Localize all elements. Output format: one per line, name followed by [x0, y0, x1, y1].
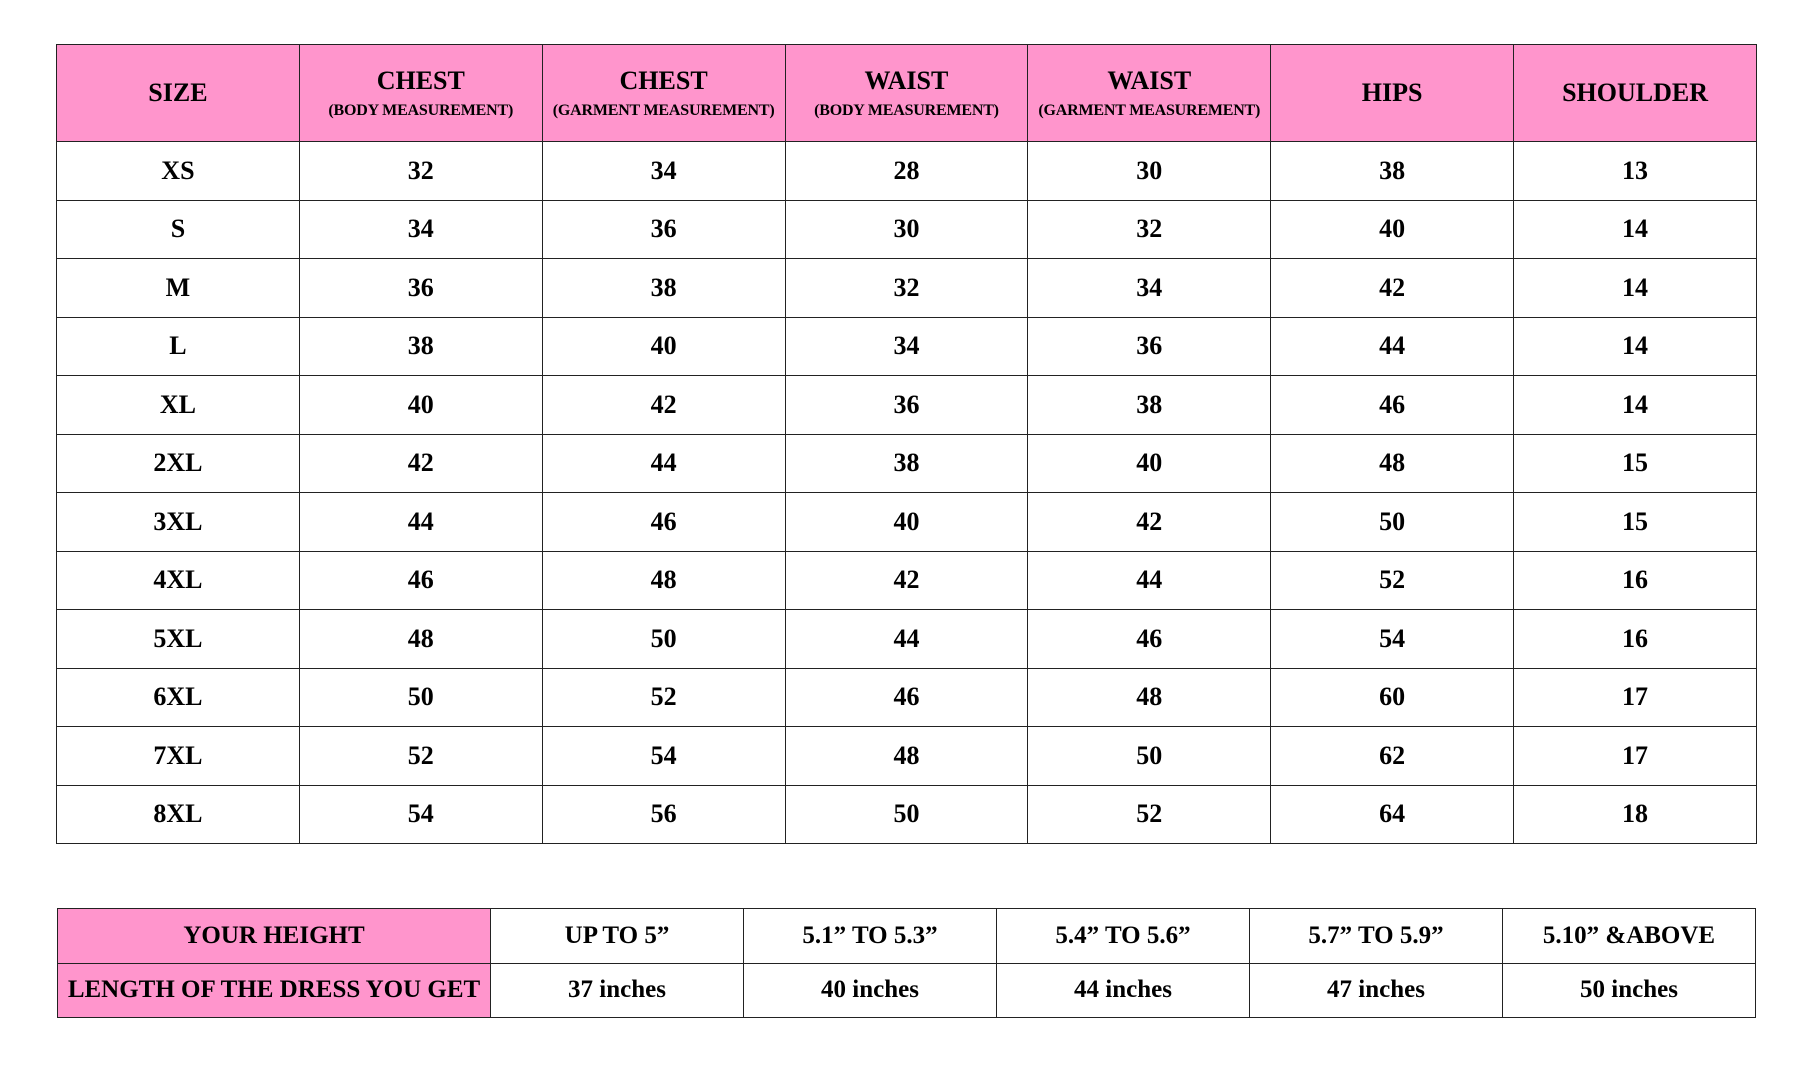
measurement-cell: 60	[1271, 668, 1514, 727]
dress-length-table	[57, 908, 1756, 1018]
measurement-cell: 54	[299, 785, 542, 844]
column-header	[1514, 45, 1757, 142]
measurement-cell: 44	[1271, 317, 1514, 376]
measurement-cell: 42	[785, 551, 1028, 610]
table-row	[57, 493, 1757, 552]
measurement-cell: 36	[542, 200, 785, 259]
measurement-cell: 50	[299, 668, 542, 727]
measurement-cell: 30	[785, 200, 1028, 259]
size-cell: XS	[57, 142, 300, 201]
measurement-cell: 16	[1514, 610, 1757, 669]
height-row	[58, 909, 1756, 964]
column-header-subtitle: (BODY MEASUREMENT)	[814, 101, 999, 119]
height-range-cell: UP TO 5”	[491, 909, 744, 964]
size-cell: 4XL	[57, 551, 300, 610]
measurement-cell: 32	[785, 259, 1028, 318]
table-row	[57, 259, 1757, 318]
measurement-cell: 40	[1271, 200, 1514, 259]
measurement-cell: 18	[1514, 785, 1757, 844]
size-chart-body	[57, 142, 1757, 844]
column-header	[57, 45, 300, 142]
measurement-cell: 46	[785, 668, 1028, 727]
measurement-cell: 64	[1271, 785, 1514, 844]
table-row	[57, 376, 1757, 435]
height-range-cell: 5.4” TO 5.6”	[997, 909, 1250, 964]
measurement-cell: 34	[785, 317, 1028, 376]
measurement-cell: 17	[1514, 668, 1757, 727]
measurement-cell: 34	[299, 200, 542, 259]
size-cell: 6XL	[57, 668, 300, 727]
column-header	[542, 45, 785, 142]
table-row	[57, 551, 1757, 610]
size-cell: 8XL	[57, 785, 300, 844]
length-row	[58, 963, 1756, 1018]
size-cell: 3XL	[57, 493, 300, 552]
table-row	[57, 727, 1757, 786]
table-row	[57, 200, 1757, 259]
measurement-cell: 50	[785, 785, 1028, 844]
measurement-cell: 34	[542, 142, 785, 201]
measurement-cell: 16	[1514, 551, 1757, 610]
table-row	[57, 317, 1757, 376]
measurement-cell: 15	[1514, 434, 1757, 493]
measurement-cell: 48	[785, 727, 1028, 786]
size-cell: M	[57, 259, 300, 318]
height-range-cell: 5.10” &ABOVE	[1503, 909, 1756, 964]
measurement-cell: 36	[785, 376, 1028, 435]
dress-length-cell: 50 inches	[1503, 963, 1756, 1018]
column-header-title: WAIST	[864, 65, 949, 95]
measurement-cell: 32	[1028, 200, 1271, 259]
column-header-subtitle: (GARMENT MEASUREMENT)	[1038, 101, 1261, 119]
size-cell: XL	[57, 376, 300, 435]
size-chart-table	[56, 44, 1757, 844]
measurement-cell: 54	[1271, 610, 1514, 669]
measurement-cell: 52	[1271, 551, 1514, 610]
size-cell: L	[57, 317, 300, 376]
column-header-title: CHEST	[376, 65, 465, 95]
measurement-cell: 40	[542, 317, 785, 376]
measurement-cell: 48	[299, 610, 542, 669]
table-row	[57, 785, 1757, 844]
measurement-cell: 17	[1514, 727, 1757, 786]
measurement-cell: 48	[1028, 668, 1271, 727]
measurement-cell: 44	[299, 493, 542, 552]
dress-length-cell: 44 inches	[997, 963, 1250, 1018]
height-range-cell: 5.7” TO 5.9”	[1250, 909, 1503, 964]
measurement-cell: 46	[1028, 610, 1271, 669]
measurement-cell: 38	[299, 317, 542, 376]
column-header	[1028, 45, 1271, 142]
measurement-cell: 44	[785, 610, 1028, 669]
measurement-cell: 42	[542, 376, 785, 435]
measurement-cell: 48	[1271, 434, 1514, 493]
measurement-cell: 28	[785, 142, 1028, 201]
size-cell: S	[57, 200, 300, 259]
measurement-cell: 42	[1028, 493, 1271, 552]
measurement-cell: 14	[1514, 259, 1757, 318]
measurement-cell: 34	[1028, 259, 1271, 318]
measurement-cell: 46	[1271, 376, 1514, 435]
column-header-title: WAIST	[1107, 65, 1192, 95]
column-header-title: SIZE	[148, 77, 208, 107]
size-cell: 5XL	[57, 610, 300, 669]
measurement-cell: 13	[1514, 142, 1757, 201]
dress-length-cell: 47 inches	[1250, 963, 1503, 1018]
measurement-cell: 48	[542, 551, 785, 610]
column-header-subtitle: (GARMENT MEASUREMENT)	[552, 101, 775, 119]
measurement-cell: 42	[299, 434, 542, 493]
measurement-cell: 14	[1514, 317, 1757, 376]
table-row	[57, 434, 1757, 493]
measurement-cell: 52	[542, 668, 785, 727]
measurement-cell: 14	[1514, 376, 1757, 435]
height-range-cell: 5.1” TO 5.3”	[744, 909, 997, 964]
measurement-cell: 15	[1514, 493, 1757, 552]
measurement-cell: 32	[299, 142, 542, 201]
measurement-cell: 46	[299, 551, 542, 610]
measurement-cell: 40	[299, 376, 542, 435]
measurement-cell: 44	[1028, 551, 1271, 610]
column-header-title: SHOULDER	[1562, 77, 1708, 107]
measurement-cell: 56	[542, 785, 785, 844]
table-row	[57, 668, 1757, 727]
measurement-cell: 38	[542, 259, 785, 318]
size-cell: 7XL	[57, 727, 300, 786]
dress-length-label: LENGTH OF THE DRESS YOU GET	[58, 963, 491, 1018]
dress-length-cell: 37 inches	[491, 963, 744, 1018]
measurement-cell: 36	[299, 259, 542, 318]
measurement-cell: 38	[1271, 142, 1514, 201]
column-header-title: CHEST	[619, 65, 708, 95]
measurement-cell: 62	[1271, 727, 1514, 786]
column-header-title: HIPS	[1361, 77, 1423, 107]
column-header-subtitle: (BODY MEASUREMENT)	[328, 101, 514, 119]
measurement-cell: 14	[1514, 200, 1757, 259]
measurement-cell: 30	[1028, 142, 1271, 201]
measurement-cell: 50	[1271, 493, 1514, 552]
measurement-cell: 52	[1028, 785, 1271, 844]
measurement-cell: 46	[542, 493, 785, 552]
measurement-cell: 42	[1271, 259, 1514, 318]
measurement-cell: 38	[785, 434, 1028, 493]
measurement-cell: 52	[299, 727, 542, 786]
column-header	[785, 45, 1028, 142]
table-row	[57, 142, 1757, 201]
column-header	[299, 45, 542, 142]
measurement-cell: 50	[1028, 727, 1271, 786]
measurement-cell: 50	[542, 610, 785, 669]
measurement-cell: 38	[1028, 376, 1271, 435]
measurement-cell: 40	[785, 493, 1028, 552]
measurement-cell: 44	[542, 434, 785, 493]
size-chart-header-row	[57, 45, 1757, 142]
column-header	[1271, 45, 1514, 142]
your-height-label: YOUR HEIGHT	[58, 909, 491, 964]
size-cell: 2XL	[57, 434, 300, 493]
measurement-cell: 36	[1028, 317, 1271, 376]
measurement-cell: 40	[1028, 434, 1271, 493]
dress-length-cell: 40 inches	[744, 963, 997, 1018]
measurement-cell: 54	[542, 727, 785, 786]
table-row	[57, 610, 1757, 669]
